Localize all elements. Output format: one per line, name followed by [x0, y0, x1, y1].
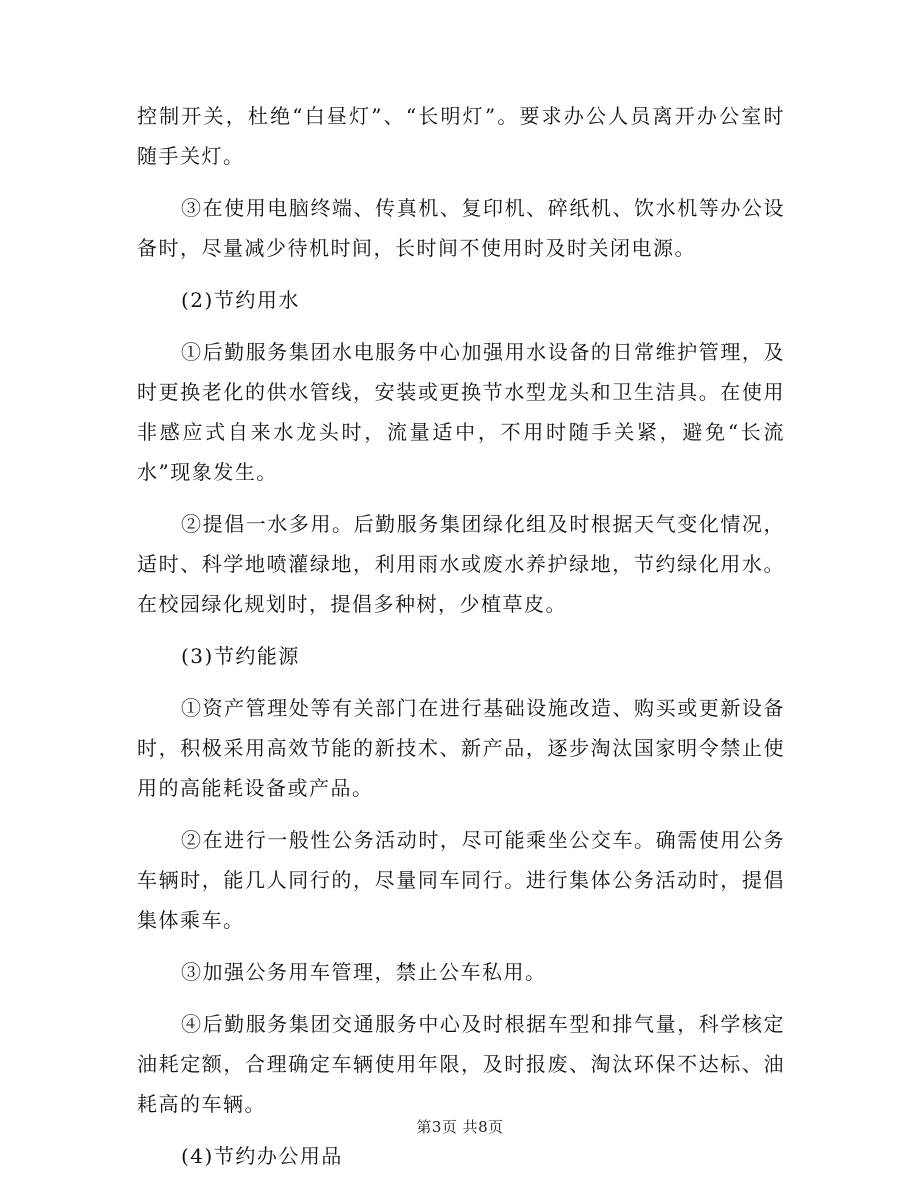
paragraph-continuation: 控制开关，杜绝“白昼灯”、“长明灯”。要求办公人员离开办公室时随手关灯。 — [137, 104, 785, 168]
paragraph-item-4-fuel-quota: ④后勤服务集团交通服务中心及时根据车型和排气量，科学核定油耗定额，合理确定车辆使用年限，及时报废、淘汰环保不达标、油耗高的车辆。 — [137, 1012, 785, 1116]
page-number: 第3页 共8页 — [416, 1118, 504, 1136]
document-body — [137, 96, 785, 1188]
section-heading-save-energy: (3)节约能源 — [181, 644, 300, 668]
section-heading-save-water: (2)节约用水 — [181, 288, 300, 312]
paragraph-item-3-office-equipment: ③在使用电脑终端、传真机、复印机、碎纸机、饮水机等办公设备时，尽量减少待机时间，长时间不使用时及时关闭电源。 — [137, 196, 785, 260]
paragraph-item-1-energy-equipment: ①资产管理处等有关部门在进行基础设施改造、购买或更新设备时，积极采用高效节能的新技术、新产品，逐步淘汰国家明令禁止使用的高能耗设备或产品。 — [137, 696, 785, 800]
page-footer — [0, 1116, 920, 1137]
paragraph-item-2-public-transport: ②在进行一般性公务活动时，尽可能乘坐公交车。确需使用公务车辆时，能几人同行的，尽量同车同行。进行集体公务活动时，提倡集体乘车。 — [137, 828, 785, 932]
paragraph-item-3-vehicle-management: ③加强公务用车管理，禁止公车私用。 — [181, 960, 547, 984]
section-heading-save-office-supplies: (4)节约办公用品 — [181, 1144, 343, 1168]
paragraph-item-2-water-reuse: ②提倡一水多用。后勤服务集团绿化组及时根据天气变化情况，适时、科学地喷灌绿地，利用雨水或废水养护绿地，节约绿化用水。在校园绿化规划时，提倡多种树，少植草皮。 — [137, 512, 785, 616]
paragraph-item-1-water-maintenance: ①后勤服务集团水电服务中心加强用水设备的日常维护管理，及时更换老化的供水管线，安装或更换节水型龙头和卫生洁具。在使用非感应式自来水龙头时，流量适中，不用时随手关紧，避免“长流水”现象发生。 — [137, 340, 785, 484]
